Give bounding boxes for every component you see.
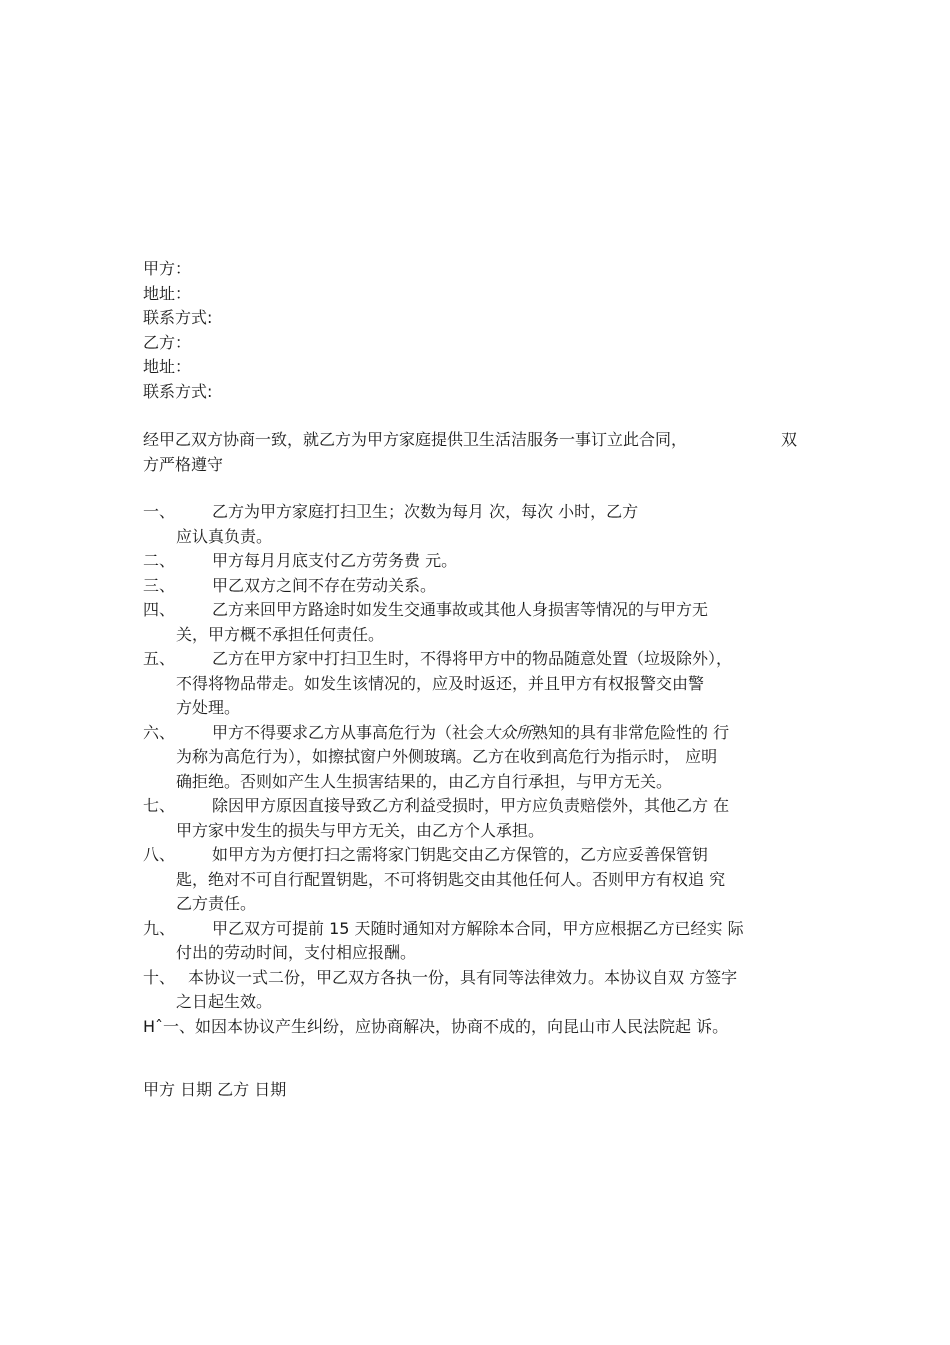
clause-list <box>143 500 813 1039</box>
clause-text: 如甲方为方便打扫之需将家门钥匙交由乙方保管的，乙方应妥善保管钥 <box>212 845 709 864</box>
clause-number: 十、 <box>143 967 176 987</box>
intro-text-1: 经甲乙双方协商一致，就乙方为甲方家庭提供卫生活洁服务一事订立此合同， <box>143 430 688 449</box>
clause-text: 应认真负责。 <box>176 526 273 546</box>
party-b-address-label: 地址： <box>143 357 192 376</box>
clause-text: 关，甲方概不承担任何责任。 <box>176 624 385 644</box>
clause-text-pre: 甲方不得要求乙方从事高危行为（社会 <box>212 722 485 742</box>
party-b-contact-label: 联系方式: <box>143 381 213 401</box>
clause-text: 甲方每月月底支付乙方劳务费 元。 <box>212 551 458 570</box>
party-info <box>143 257 803 404</box>
clause-number: 二、 <box>143 551 176 570</box>
signature-line: 甲方 日期 乙方 日期 <box>143 1080 287 1099</box>
intro-line-1 <box>143 428 803 453</box>
clause-number: 四、 <box>143 600 176 619</box>
clause-6 <box>143 721 813 795</box>
clause-text: 付出的劳动时间，支付相应报酬。 <box>176 943 417 962</box>
clause-text <box>176 721 813 746</box>
clause-2 <box>143 549 813 574</box>
clause-text: 确拒绝。否则如产生人生损害结果的，由乙方自行承担，与甲方无关。 <box>176 771 673 791</box>
party-a-label: 甲方： <box>143 259 192 278</box>
clause-number: 一、 <box>143 502 176 521</box>
clause-text: 乙方在甲方家中打扫卫生时，不得将甲方中的物品随意处置（垃圾除外）， <box>212 649 733 668</box>
clause-9 <box>143 917 813 966</box>
clause-text-italic: 大众所 <box>484 722 533 742</box>
clause-text: 方处理。 <box>176 698 241 717</box>
intro-line-2: 方严格遵守 <box>143 454 224 474</box>
party-a-address-label: 地址： <box>143 283 192 303</box>
clause-text: 之日起生效。 <box>176 992 273 1011</box>
clause-3 <box>143 574 813 599</box>
clause-10 <box>143 966 813 1015</box>
clause-1 <box>143 500 813 549</box>
clause-number: 六、 <box>143 722 176 742</box>
intro-paragraph <box>143 428 803 477</box>
clause-text: 乙方来回甲方路途时如发生交通事故或其他人身损害等情况的与甲方无 <box>212 600 709 619</box>
clause-number: 九、 <box>143 918 176 938</box>
intro-text-1-tail: 双 <box>781 430 798 449</box>
clause-text: Hˆ一、如因本协议产生纠纷，应协商解决，协商不成的，向昆山市人民法院起 诉。 <box>143 1016 729 1036</box>
clause-7 <box>143 794 813 843</box>
clause-text: 本协议一式二份，甲乙双方各执一份，具有同等法律效力。本协议自双 方签字 <box>188 967 738 987</box>
party-a-contact-label: 联系方式: <box>143 308 213 327</box>
clause-text: 除因甲方原因直接导致乙方利益受损时，甲方应负责赔偿外，其他乙方 在 <box>212 796 730 815</box>
clause-text: 甲乙双方之间不存在劳动关系。 <box>212 575 437 595</box>
clause-text: 乙方为甲方家庭打扫卫生；次数为每月 次，每次 小时，乙方 <box>212 502 639 521</box>
clause-text: 甲方家中发生的损失与甲方无关，由乙方个人承担。 <box>176 820 545 840</box>
clause-text: 匙，绝对不可自行配置钥匙，不可将钥匙交由其他任何人。否则甲方有权追 究 <box>176 869 726 889</box>
clause-text: 甲乙双方可提前 15 天随时通知对方解除本合同，甲方应根据乙方已经实 际 <box>212 918 744 938</box>
clause-text: 不得将物品带走。如发生该情况的，应及时返还，并且甲方有权报警交由警 <box>176 673 705 693</box>
clause-8 <box>143 843 813 917</box>
clause-5 <box>143 647 813 721</box>
clause-text-post: 熟知的具有非常危险性的 行 <box>532 722 730 742</box>
clause-number: 三、 <box>143 575 176 595</box>
party-b-label: 乙方： <box>143 332 192 352</box>
clause-number: 七、 <box>143 796 176 815</box>
clause-text: 为称为高危行为），如擦拭窗户外侧玻璃。乙方在收到高危行为指示时， 应明 <box>176 747 718 766</box>
clause-4 <box>143 598 813 647</box>
clause-text: 乙方责任。 <box>176 894 257 913</box>
clause-number: 八、 <box>143 845 176 864</box>
clause-number: 五、 <box>143 649 176 668</box>
clause-11 <box>143 1015 813 1040</box>
